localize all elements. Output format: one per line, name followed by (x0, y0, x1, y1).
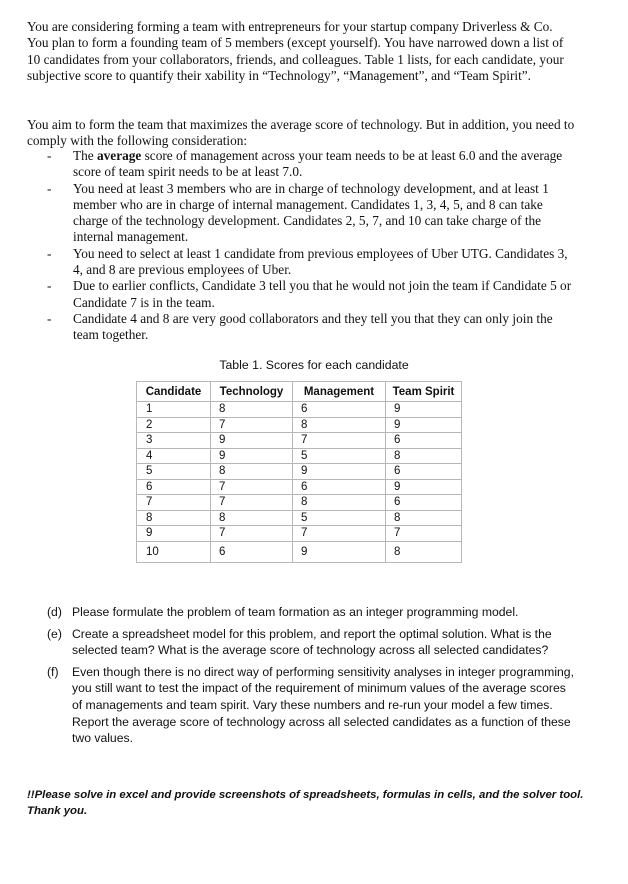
table-cell: 10 (137, 541, 211, 563)
table-cell: 7 (386, 526, 462, 542)
table-row (137, 495, 462, 511)
question-item (47, 626, 577, 659)
table-cell: 2 (137, 417, 211, 433)
table-caption: Table 1. Scores for each candidate (219, 358, 409, 372)
table-row (137, 448, 462, 464)
question-label: (e) (47, 626, 62, 641)
table-cell: 7 (211, 479, 293, 495)
requirement-text: score of management across your team needs to be at least 6.0 and the average score of team spirit needs to be at least 7.0. (73, 148, 563, 180)
requirement-text: The (73, 148, 97, 163)
table-cell: 8 (211, 510, 293, 526)
table-cell: 6 (386, 464, 462, 480)
column-header-management: Management (293, 382, 386, 402)
question-text: Please formulate the problem of team formation as an integer programming model. (72, 605, 519, 619)
table-cell: 9 (293, 541, 386, 563)
table-cell: 8 (137, 510, 211, 526)
table-cell: 6 (386, 433, 462, 449)
table-row (137, 464, 462, 480)
question-text: Create a spreadsheet model for this problem, and report the optimal solution. What is the selected team? What is the average score of technology across all selected candidates? (72, 626, 552, 658)
table-cell: 9 (211, 433, 293, 449)
requirements-list (47, 148, 575, 344)
table-cell: 1 (137, 402, 211, 418)
table-cell: 9 (386, 402, 462, 418)
table-cell: 6 (293, 402, 386, 418)
table-cell: 8 (386, 448, 462, 464)
requirement-item: - You need to select at least 1 candidate from previous employees of Uber UTG. Candidates 3, 4, and 8 are previous employees of Uber. (47, 246, 575, 279)
table-header-row (137, 382, 462, 402)
table-cell: 9 (386, 479, 462, 495)
question-label: (f) (47, 664, 59, 679)
scores-table (136, 381, 462, 563)
table-cell: 9 (386, 417, 462, 433)
requirement-item: - You need at least 3 members who are in charge of technology development, and at least 1 member who are in charge of internal management. Candidates 1, 3, 4, 5, and 8 can take charge of the technology development. Candidates 2, 5, 7, and 10 can take charge of the internal management. (47, 181, 575, 246)
intro-paragraph: You are considering forming a team with entrepreneurs for your startup company Driverless & Co. You plan to form a founding team of 5 members (except yourself). You have narrowed down a list of 10 candidates from your collaborators, friends, and colleagues. Table 1 lists, for each candidate, your subjective score to quantify their xability in “Technology”, “Management”, and “Team Spirit”. (27, 19, 564, 83)
question-item (47, 664, 577, 747)
table-row (137, 433, 462, 449)
table-cell: 6 (386, 495, 462, 511)
table-row (137, 510, 462, 526)
column-header-candidate: Candidate (137, 382, 211, 402)
table-cell: 3 (137, 433, 211, 449)
table-cell: 5 (293, 510, 386, 526)
column-header-team-spirit: Team Spirit (386, 382, 462, 402)
table-cell: 6 (211, 541, 293, 563)
table-cell: 7 (211, 495, 293, 511)
requirement-item: - Candidate 4 and 8 are very good collaborators and they tell you that they can only join the team together. (47, 311, 575, 344)
table-row (137, 417, 462, 433)
table-cell: 8 (386, 541, 462, 563)
requirement-emphasis: average (97, 148, 142, 163)
table-cell: 7 (211, 526, 293, 542)
question-label: (d) (47, 605, 62, 619)
objective-paragraph: You aim to form the team that maximizes the average score of technology. But in addition, you need to comply with the following consideration: (27, 117, 575, 149)
table-cell: 7 (293, 526, 386, 542)
column-header-technology: Technology (211, 382, 293, 402)
table-cell: 9 (293, 464, 386, 480)
table-cell: 5 (293, 448, 386, 464)
questions-list (47, 604, 577, 752)
table-cell: 6 (137, 479, 211, 495)
table-row (137, 402, 462, 418)
table-cell: 9 (211, 448, 293, 464)
table-cell: 5 (137, 464, 211, 480)
table-cell: 9 (137, 526, 211, 542)
table-row (137, 526, 462, 542)
question-text: Even though there is no direct way of performing sensitivity analyses in integer programming, you still want to test the impact of the requirement of minimum values of the average scores of managements and team spirit. Vary these numbers and re-run your model a few times. Report the average score of technology across all selected candidates as a function of these two values. (72, 664, 574, 746)
table-cell: 4 (137, 448, 211, 464)
table-row (137, 479, 462, 495)
requirement-item: - Due to earlier conflicts, Candidate 3 tell you that he would not join the team if Candidate 5 or Candidate 7 is in the team. (47, 278, 575, 311)
table-cell: 7 (137, 495, 211, 511)
table-cell: 7 (211, 417, 293, 433)
table-row (137, 541, 462, 563)
table-cell: 7 (293, 433, 386, 449)
table-cell: 8 (211, 464, 293, 480)
table-cell: 8 (211, 402, 293, 418)
table-cell: 6 (293, 479, 386, 495)
question-item (47, 604, 577, 621)
table-cell: 8 (386, 510, 462, 526)
table-cell: 8 (293, 417, 386, 433)
instruction-note: !!Please solve in excel and provide screenshots of spreadsheets, formulas in cells, and the solver tool. Thank you. (27, 789, 584, 818)
requirement-item (47, 148, 575, 181)
table-cell: 8 (293, 495, 386, 511)
